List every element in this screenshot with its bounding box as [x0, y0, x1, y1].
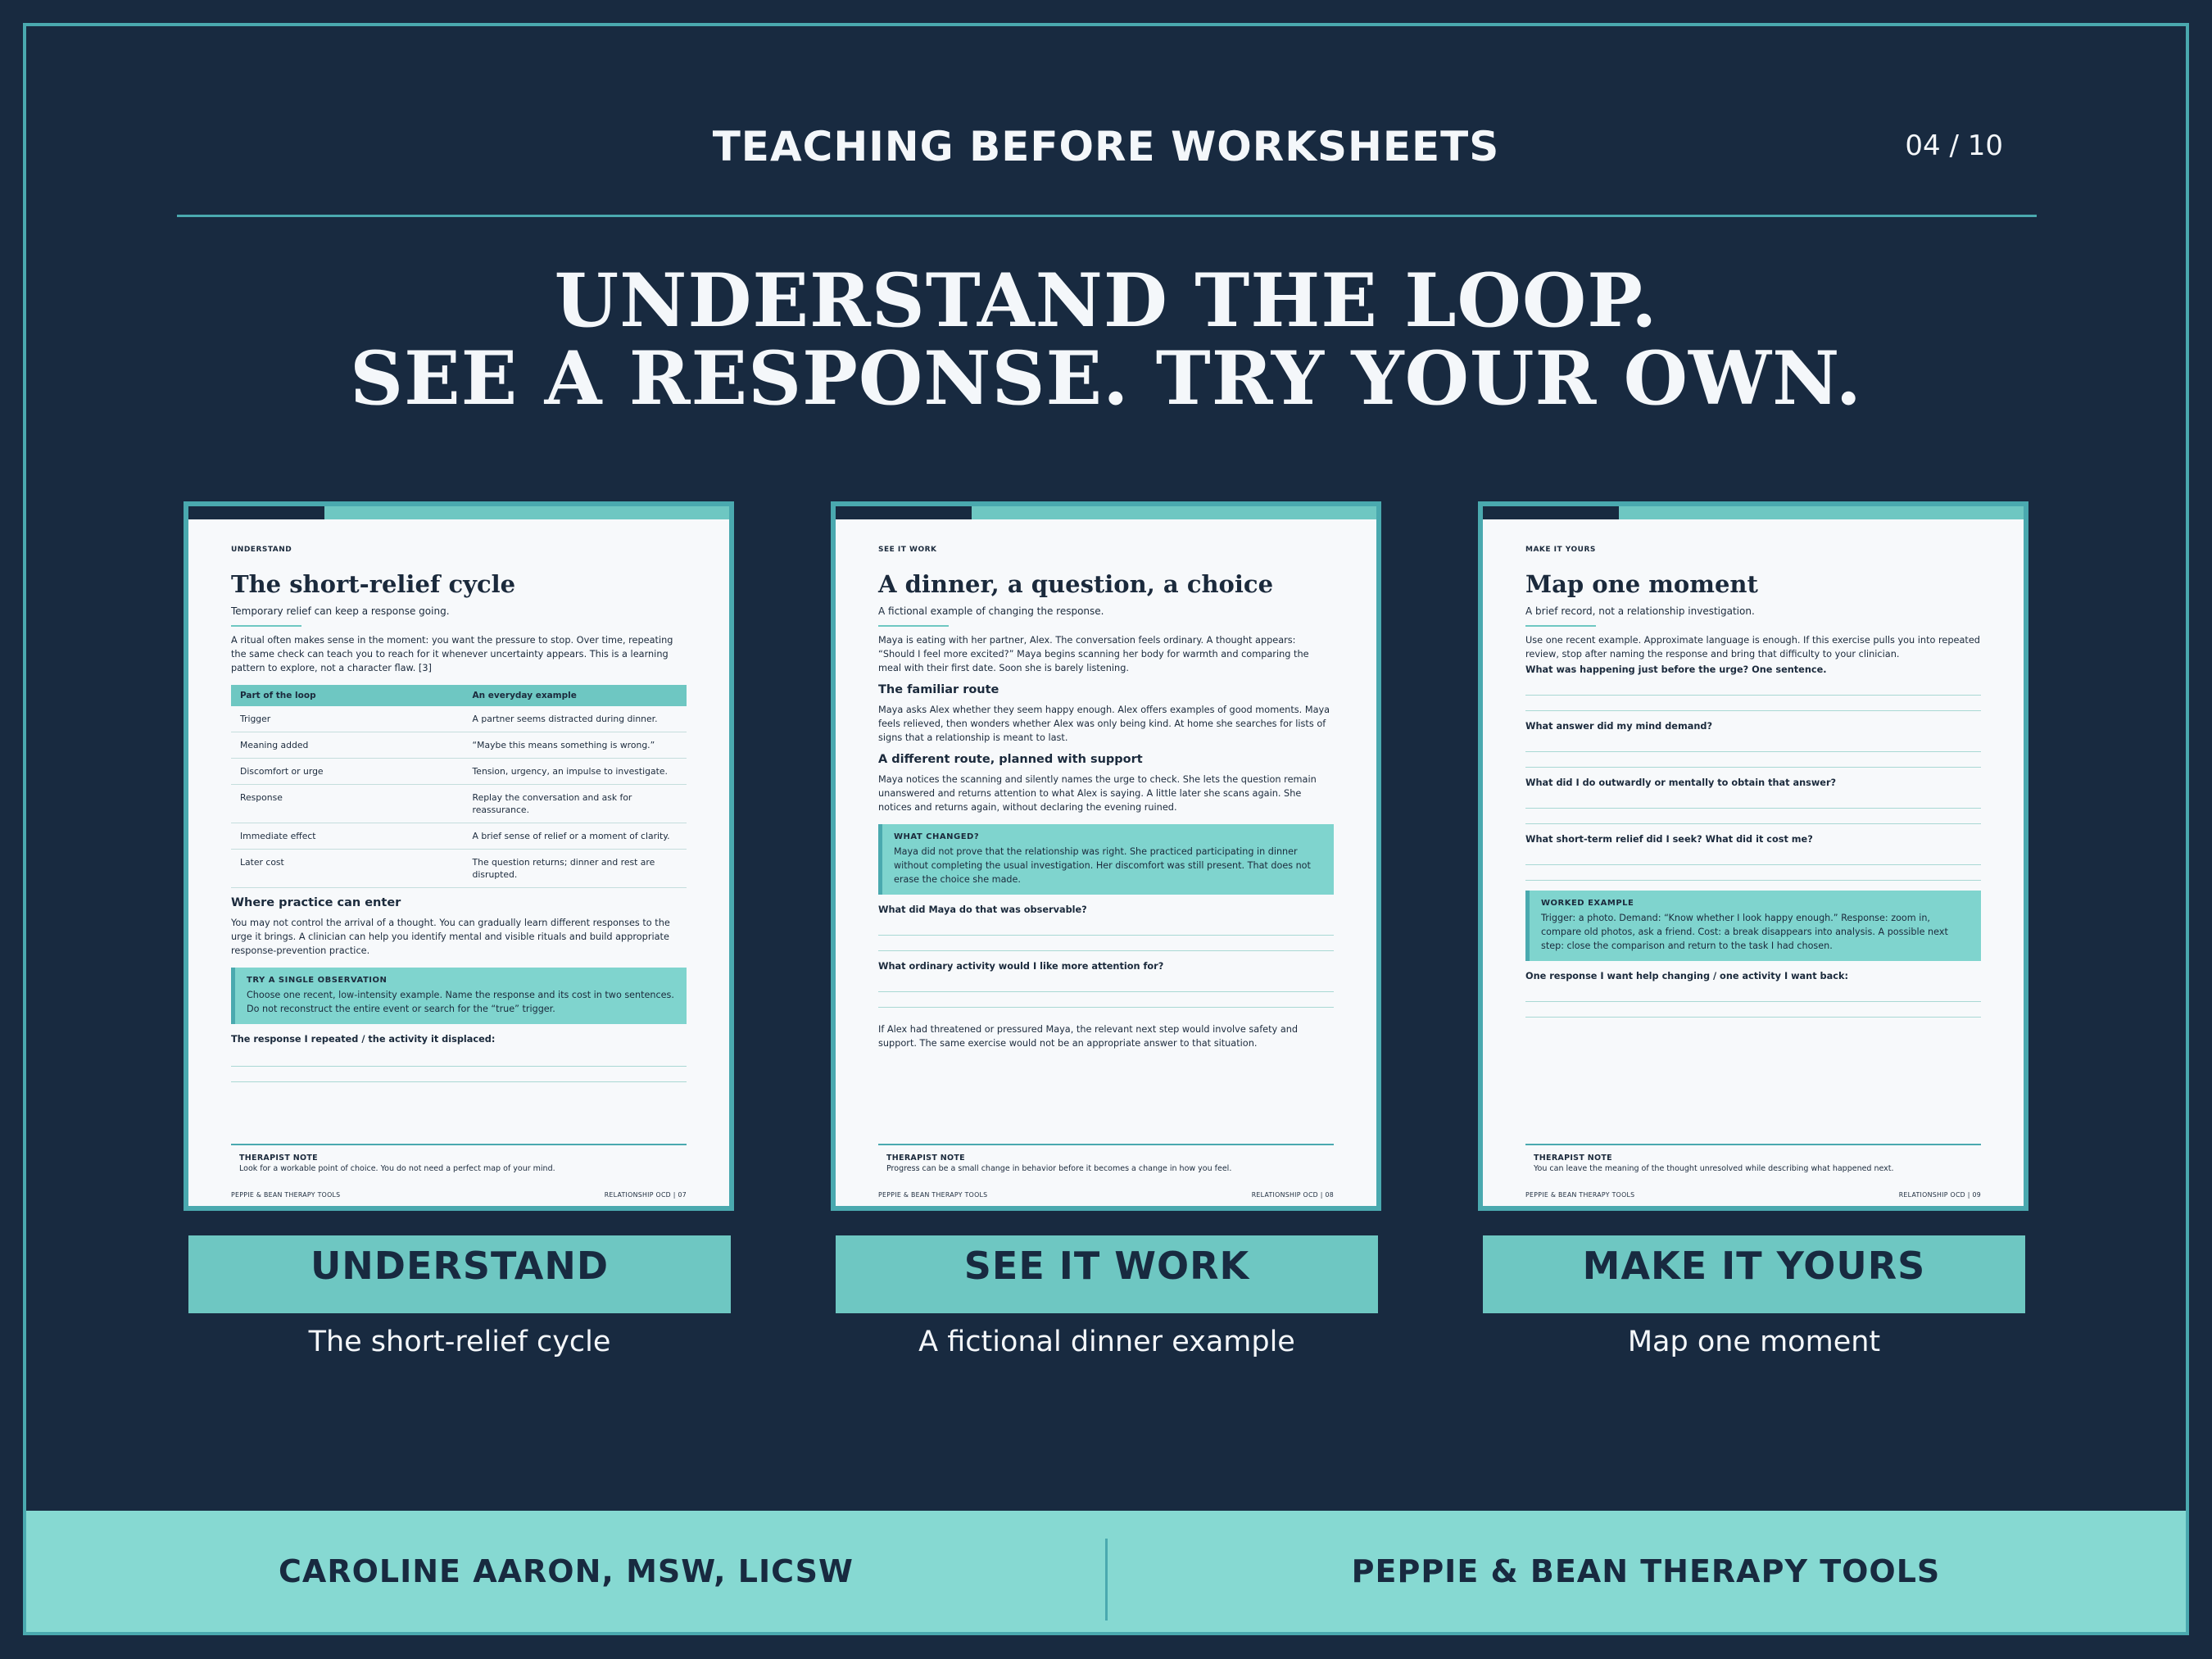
- writing-line: [878, 950, 1334, 951]
- writing-line: [1525, 1017, 1981, 1018]
- sheet-subtitle: Temporary relief can keep a response going.: [231, 605, 450, 617]
- headline: [0, 257, 2212, 422]
- table-row: [231, 706, 687, 732]
- sheet-footer: [1525, 1191, 1981, 1199]
- caption-make-it-yours: Map one moment: [1627, 1326, 1881, 1358]
- writing-prompt: What did I do outwardly or mentally to obtain that answer?: [1525, 777, 1837, 788]
- callout-box: [878, 824, 1334, 895]
- writing-line: [1525, 880, 1981, 881]
- headline-line-1: UNDERSTAND THE LOOP.: [554, 257, 1658, 344]
- sheet-title: Map one moment: [1525, 570, 1758, 598]
- table-row: [231, 759, 687, 785]
- header-title: TEACHING BEFORE WORKSHEETS: [712, 123, 1500, 170]
- table-header: An everyday example: [464, 685, 687, 706]
- writing-line: [1525, 695, 1981, 696]
- writing-prompt: What did Maya do that was observable?: [878, 904, 1087, 915]
- therapist-note: [1525, 1144, 1981, 1173]
- section-text: Maya asks Alex whether they seem happy enough. Alex offers examples of good moments. Maya feels relieved, then wonders whether Alex was only being kind. At home she searches for lists of signs that a relationship is meant to last.: [878, 705, 1330, 743]
- sheet-title: A dinner, a question, a choice: [878, 570, 1274, 598]
- sheet-footer-brand: PEPPIE & BEAN THERAPY TOOLS: [231, 1191, 341, 1199]
- sheet-footer-page: RELATIONSHIP OCD | 09: [1898, 1191, 1981, 1199]
- table-cell: “Maybe this means something is wrong.”: [464, 732, 687, 759]
- sheet-footer: [878, 1191, 1334, 1199]
- writing-line: [231, 1066, 687, 1067]
- label-understand: UNDERSTAND: [188, 1235, 731, 1313]
- sheet-top-bar-accent: [1483, 506, 1619, 519]
- table-cell: The question returns; dinner and rest are disrupted.: [464, 850, 687, 888]
- callout-box: [1525, 891, 1981, 961]
- label-make-it-yours: MAKE IT YOURS: [1483, 1235, 2025, 1313]
- sheet-footer-brand: PEPPIE & BEAN THERAPY TOOLS: [1525, 1191, 1635, 1199]
- table-cell: A brief sense of relief or a moment of clarity.: [464, 823, 687, 850]
- writing-prompt: What short-term relief did I seek? What did it cost me?: [1525, 834, 1813, 845]
- callout-text: Maya did not prove that the relationship was right. She practiced participating in dinner without completing the usual investigation. Her discomfort was still present. That does not erase the choice she made.: [894, 846, 1311, 885]
- writing-line: [878, 991, 1334, 992]
- writing-prompt: The response I repeated / the activity it displaced:: [231, 1034, 496, 1045]
- therapist-note: [231, 1144, 687, 1173]
- therapist-note-title: THERAPIST NOTE: [886, 1154, 965, 1163]
- section-heading: The familiar route: [878, 683, 999, 696]
- table-row: [231, 785, 687, 823]
- table-cell: A partner seems distracted during dinner.: [464, 706, 687, 732]
- sheet-accent-rule: [878, 625, 949, 627]
- therapist-note-text: You can leave the meaning of the thought unresolved while describing what happened next.: [1534, 1164, 1894, 1173]
- table-cell: Tension, urgency, an impulse to investigate.: [464, 759, 687, 785]
- sheet-top-bar-accent: [188, 506, 324, 519]
- table-row: [231, 823, 687, 850]
- writing-line: [1525, 751, 1981, 752]
- caption-understand: The short-relief cycle: [308, 1326, 611, 1358]
- sheet-subtitle: A fictional example of changing the response.: [878, 605, 1104, 617]
- writing-line: [1525, 823, 1981, 824]
- writing-line: [878, 935, 1334, 936]
- sheet-intro: Use one recent example. Approximate language is enough. If this exercise pulls you into repeated review, stop after naming the response and bring that difficulty to your clinician.: [1525, 635, 1980, 660]
- label-see-it-work: SEE IT WORK: [836, 1235, 1378, 1313]
- therapist-note-title: THERAPIST NOTE: [239, 1154, 318, 1163]
- therapist-note-text: Look for a workable point of choice. You do not need a perfect map of your mind.: [239, 1164, 555, 1173]
- worksheet-understand: [184, 501, 734, 1211]
- section-text: Maya notices the scanning and silently names the urge to check. She lets the question remain unanswered and returns attention to what Alex is saying. A little later she scans again. She notices and returns again, without declaring the evening ruined.: [878, 774, 1317, 813]
- callout-text: Trigger: a photo. Demand: “Know whether I look happy enough.” Response: zoom in, compare old photos, ask a friend. Cost: a break disappears into analysis. A possible next step: close the comparison and return to the task I had chosen.: [1541, 913, 1948, 951]
- table-cell: Replay the conversation and ask for reassurance.: [464, 785, 687, 823]
- table-header-row: [231, 685, 687, 706]
- footer-brand: PEPPIE & BEAN THERAPY TOOLS: [1351, 1553, 1941, 1589]
- therapist-note-text: Progress can be a small change in behavior before it becomes a change in how you feel.: [886, 1164, 1232, 1173]
- sheet-accent-rule: [1525, 625, 1596, 627]
- section-text: You may not control the arrival of a thought. You can gradually learn different responses to the urge it brings. A clinician can help you identify mental and visible rituals and build appropriate response-prevention practice.: [231, 918, 670, 956]
- worksheet-see-it-work: [831, 501, 1381, 1211]
- header-divider: [177, 215, 2037, 217]
- therapist-note: [878, 1144, 1334, 1173]
- sheet-kicker: SEE IT WORK: [878, 546, 937, 554]
- table-row: [231, 850, 687, 888]
- sheet-intro: Maya is eating with her partner, Alex. The conversation feels ordinary. A thought appears: “Should I feel more excited?” Maya begins scanning her body for warmth and comparing the meal with their first date. Soon she is barely listening.: [878, 635, 1309, 673]
- table-cell: Meaning added: [231, 732, 464, 759]
- callout-text: Choose one recent, low-intensity example. Name the response and its cost in two sentences. Do not reconstruct the entire event or search for the “true” trigger.: [247, 990, 674, 1014]
- sheet-intro: A ritual often makes sense in the moment: you want the pressure to stop. Over time, repeating the same check can teach you to reach for it whenever uncertainty appears. This is a learning pattern to explore, not a character flaw. [3]: [231, 635, 673, 673]
- section-heading: A different route, planned with support: [878, 753, 1143, 766]
- therapist-note-title: THERAPIST NOTE: [1534, 1154, 1612, 1163]
- table-cell: Discomfort or urge: [231, 759, 464, 785]
- sheet-accent-rule: [231, 625, 301, 627]
- headline-line-2: SEE A RESPONSE. TRY YOUR OWN.: [350, 335, 1862, 422]
- section-heading: Where practice can enter: [231, 896, 401, 909]
- writing-line: [231, 1081, 687, 1082]
- closing-text: If Alex had threatened or pressured Maya, the relevant next step would involve safety and support. The same exercise would not be an appropriate answer to that situation.: [878, 1024, 1299, 1049]
- writing-line: [1525, 1001, 1981, 1002]
- writing-line: [878, 1007, 1334, 1008]
- sheet-top-bar-accent: [836, 506, 972, 519]
- worksheet-make-it-yours: [1478, 501, 2028, 1211]
- callout-title: WORKED EXAMPLE: [1541, 899, 1634, 908]
- writing-prompt: One response I want help changing / one activity I want back:: [1525, 971, 1848, 981]
- writing-line: [1525, 808, 1981, 809]
- callout-title: TRY A SINGLE OBSERVATION: [247, 976, 388, 985]
- writing-prompt: What ordinary activity would I like more attention for?: [878, 961, 1164, 972]
- writing-prompt: What answer did my mind demand?: [1525, 721, 1713, 732]
- sheet-kicker: MAKE IT YOURS: [1525, 546, 1596, 554]
- table-cell: Later cost: [231, 850, 464, 888]
- sheet-footer-page: RELATIONSHIP OCD | 08: [1251, 1191, 1334, 1199]
- writing-line: [1525, 864, 1981, 865]
- footer-band: [26, 1511, 2186, 1632]
- table-cell: Trigger: [231, 706, 464, 732]
- caption-see-it-work: A fictional dinner example: [918, 1326, 1295, 1358]
- sheet-kicker: UNDERSTAND: [231, 546, 292, 554]
- writing-line: [1525, 767, 1981, 768]
- table-cell: Immediate effect: [231, 823, 464, 850]
- callout-title: WHAT CHANGED?: [894, 832, 980, 841]
- page-counter: 04 / 10: [1905, 129, 2003, 162]
- callout-box: [231, 968, 687, 1024]
- writing-prompt: What was happening just before the urge? One sentence.: [1525, 664, 1827, 675]
- loop-table: [231, 685, 687, 888]
- sheet-footer-page: RELATIONSHIP OCD | 07: [604, 1191, 687, 1199]
- footer-author: CAROLINE AARON, MSW, LICSW: [279, 1553, 854, 1589]
- sheet-footer-brand: PEPPIE & BEAN THERAPY TOOLS: [878, 1191, 988, 1199]
- table-header: Part of the loop: [231, 685, 464, 706]
- sheet-footer: [231, 1191, 687, 1199]
- sheet-title: The short-relief cycle: [231, 570, 516, 598]
- writing-line: [1525, 710, 1981, 711]
- table-cell: Response: [231, 785, 464, 823]
- sheet-subtitle: A brief record, not a relationship investigation.: [1525, 605, 1755, 617]
- table-row: [231, 732, 687, 759]
